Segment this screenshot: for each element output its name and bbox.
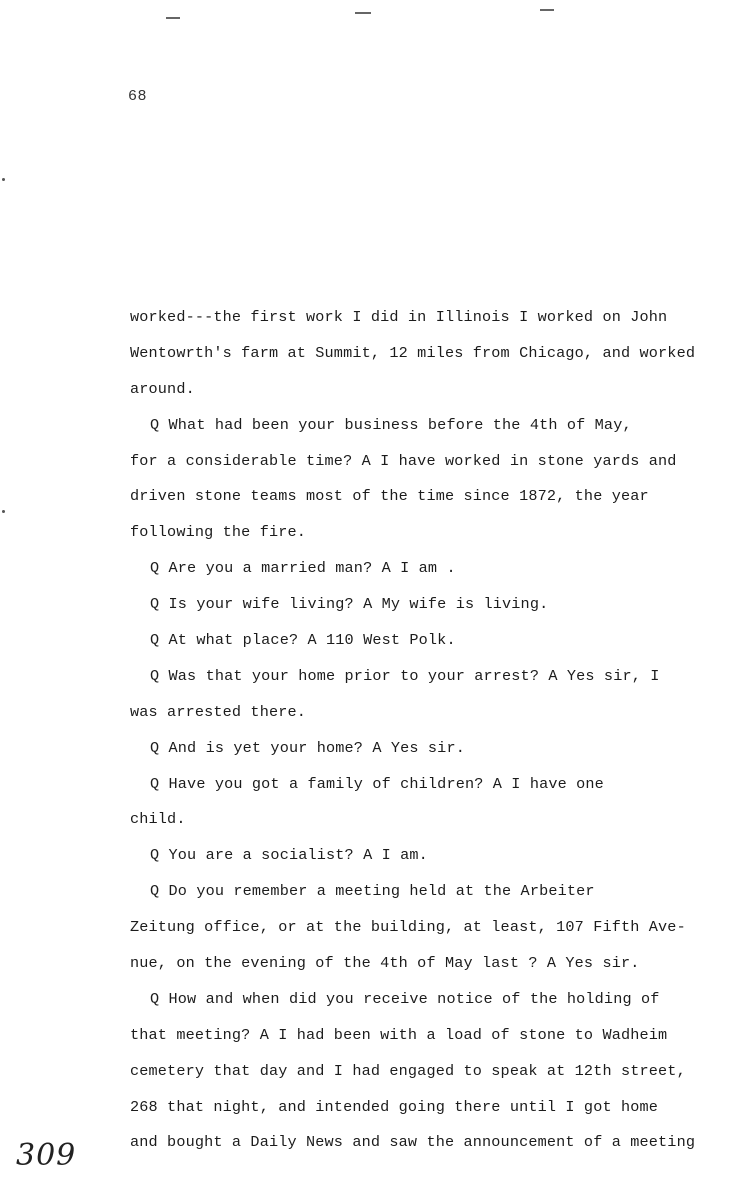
- text-line: Q What had been your business before the 4th of May,: [150, 415, 632, 434]
- text-line: following the fire.: [130, 523, 307, 542]
- handwritten-folio-number: 309: [16, 1138, 77, 1173]
- text-line: Q Have you got a family of children? A I have one: [150, 774, 604, 793]
- text-line: around.: [130, 379, 195, 398]
- typed-transcript-body: [130, 300, 710, 1161]
- text-line: Q You are a socialist? A I am.: [150, 846, 428, 865]
- text-line: Zeitung office, or at the building, at least, 107 Fifth Ave-: [130, 918, 686, 937]
- text-line: Q And is yet your home? A Yes sir.: [150, 738, 465, 757]
- text-line: 268 that night, and intended going there until I got home: [130, 1097, 659, 1116]
- text-line: Q Do you remember a meeting held at the Arbeiter: [150, 882, 595, 901]
- page-number: 68: [128, 88, 148, 105]
- text-line: Q At what place? A 110 West Polk.: [150, 631, 456, 650]
- scan-mark: [166, 17, 180, 19]
- text-line: for a considerable time? A I have worked in stone yards and: [130, 451, 677, 470]
- text-line: Q Was that your home prior to your arrest? A Yes sir, I: [150, 666, 660, 685]
- text-line: Wentowrth's farm at Summit, 12 miles from Chicago, and worked: [130, 343, 696, 362]
- scan-mark: [355, 12, 371, 14]
- text-line: cemetery that day and I had engaged to speak at 12th street,: [130, 1061, 686, 1080]
- text-line: Q Are you a married man? A I am .: [150, 559, 456, 578]
- text-line: Q How and when did you receive notice of the holding of: [150, 989, 660, 1008]
- text-line: Q Is your wife living? A My wife is living.: [150, 595, 549, 614]
- text-line: worked---the first work I did in Illinois I worked on John: [130, 308, 668, 326]
- text-line: was arrested there.: [130, 702, 307, 721]
- scan-dot: [2, 178, 5, 181]
- text-line: nue, on the evening of the 4th of May last ? A Yes sir.: [130, 954, 640, 973]
- text-line: that meeting? A I had been with a load of stone to Wadheim: [130, 1025, 668, 1044]
- text-line: child.: [130, 810, 186, 829]
- scan-mark: [540, 9, 554, 11]
- text-line: and bought a Daily News and saw the announcement of a meeting: [130, 1133, 696, 1152]
- scan-dot: [2, 510, 5, 513]
- text-line: driven stone teams most of the time since 1872, the year: [130, 487, 649, 506]
